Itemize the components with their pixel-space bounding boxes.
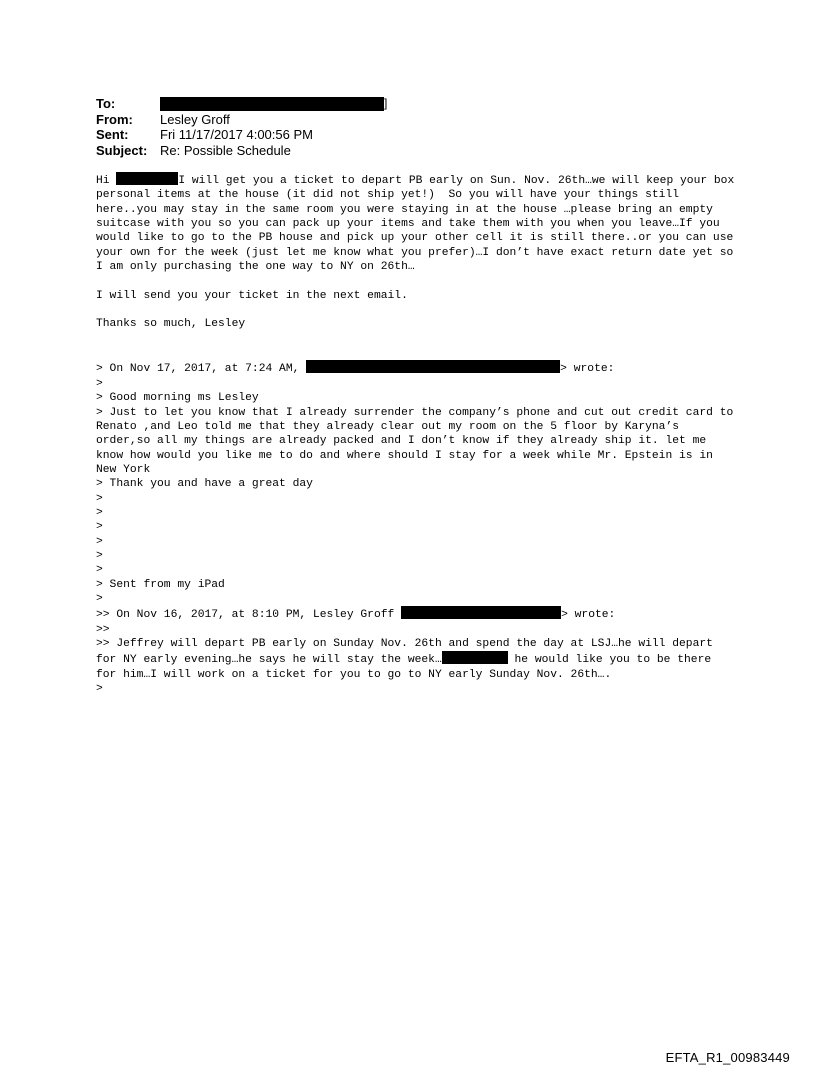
redaction-bar <box>116 172 178 185</box>
from-row <box>96 112 387 128</box>
to-value <box>160 96 387 112</box>
sent-label: Sent: <box>96 127 129 142</box>
bracket-glyph: ] <box>384 96 388 111</box>
quote-1-body: > > Good morning ms Lesley > Just to let you know that I already surrender the company’s phone and cut out credit card to Renato ,and Leo told me that they already clear out my room on the 5 floor by Karyna’s order,so all my things are already packed and I don’t know if they already ship it. let me know how would you like me to do and where should I stay for a week while Mr. Epstein is in New York > Thank you and have a great day > > > > > > > Sent from my iPad > <box>96 377 734 605</box>
redaction-bar <box>160 97 384 111</box>
quote-1-intro-start: > On Nov 17, 2017, at 7:24 AM, <box>96 363 307 376</box>
quote-2-body <box>96 623 736 697</box>
sent-value: Fri 11/17/2017 4:00:56 PM <box>160 127 313 142</box>
quote-2-body-a: >> >> Jeffrey will depart PB early on Sunday Nov. 26th and spend the day at LSJ…he will depart for NY early evening…he says he will stay the week… <box>96 623 713 667</box>
to-label: To: <box>96 96 116 111</box>
quote-2-body-b: he would like you to be there for him…I will work on a ticket for you to go to NY early Sunday Nov. 26th…. > <box>96 654 712 696</box>
greeting: Hi <box>96 175 117 187</box>
to-row <box>96 96 387 112</box>
quote-2-intro-end: > wrote: <box>561 609 616 622</box>
redaction-bar <box>401 606 561 619</box>
from-label: From: <box>96 111 133 127</box>
paragraph-1 <box>96 172 742 274</box>
paragraph-2: I will send you your ticket in the next email. <box>96 289 408 302</box>
from-value: Lesley Groff <box>160 111 230 127</box>
paragraph-1-text: I will get you a ticket to depart PB early on Sun. Nov. 26th…we will keep your box personal items at the house (it did not ship yet!) So you will have your things still here..you may stay in the same room you were staying in at the house …please bring an empty suitcase with you so you can pack up your items and take them with you when you leave…If you would like to go to the PB house and pick up your other cell it is still there..or you can use your own for the week (just let me know what you prefer)…I don’t have exact return date yet so I am only purchasing the one way to NY on 26th… <box>96 175 742 274</box>
subject-row <box>96 143 387 159</box>
document-id: EFTA_R1_00983449 <box>665 1050 790 1065</box>
redaction-bar <box>442 651 508 664</box>
quote-1-intro-end: > wrote: <box>560 363 615 376</box>
email-header <box>96 96 387 158</box>
sent-row <box>96 127 387 143</box>
subject-label: Subject: <box>96 142 148 158</box>
quote-1-intro <box>96 360 736 376</box>
email-body <box>96 172 742 696</box>
quote-2-intro-start: >> On Nov 16, 2017, at 8:10 PM, Lesley Groff <box>96 609 402 622</box>
subject-value: Re: Possible Schedule <box>160 142 291 158</box>
quote-2-intro <box>96 606 736 622</box>
paragraph-3: Thanks so much, Lesley <box>96 318 246 331</box>
redaction-bar <box>306 360 560 373</box>
